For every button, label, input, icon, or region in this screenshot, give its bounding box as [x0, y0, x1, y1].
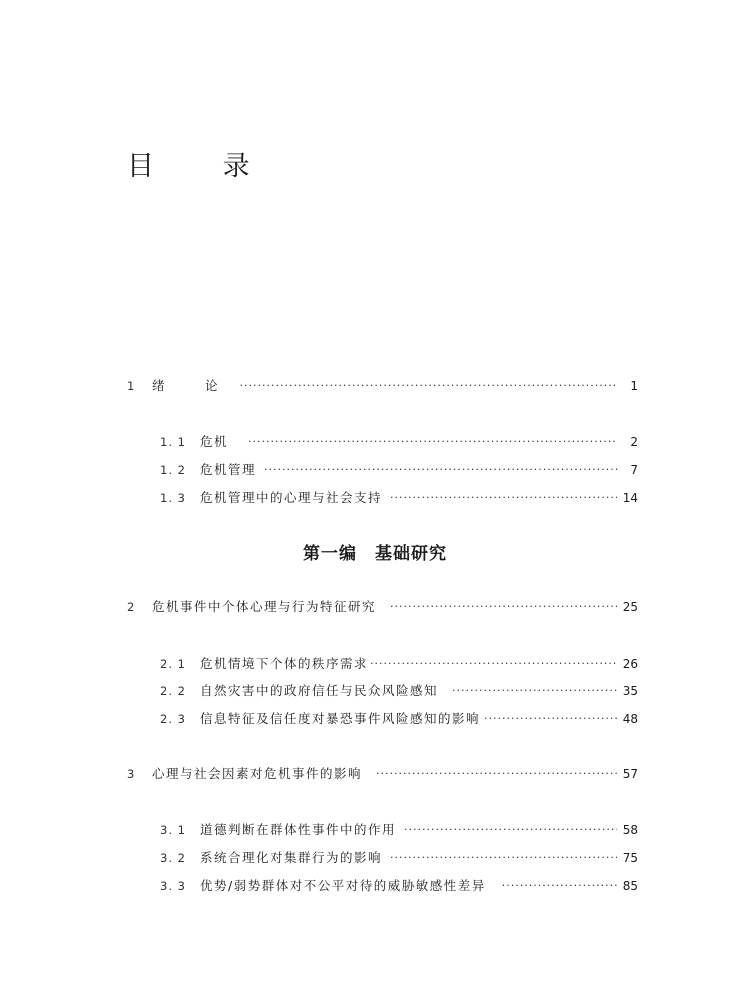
toc-entry-title: 优势/弱势群体对不公平对待的威胁敏感性差异	[200, 878, 486, 893]
page-title: 目 录	[127, 151, 280, 182]
toc-entry[interactable]	[127, 432, 638, 452]
toc-entry-title: 危机管理	[200, 462, 257, 477]
dot-leader	[404, 820, 617, 840]
toc-entry-number: 2. 3	[160, 712, 186, 726]
toc-entry-page: 75	[622, 851, 638, 865]
toc-entry-number: 3. 3	[160, 879, 186, 893]
dot-leader	[370, 654, 617, 674]
toc-entry-page: 35	[622, 684, 638, 698]
toc-entry-page: 26	[622, 657, 638, 671]
dot-leader	[248, 432, 618, 452]
toc-entry[interactable]	[127, 820, 638, 840]
toc-entry-number: 1. 3	[160, 491, 186, 505]
dot-leader	[390, 848, 617, 868]
toc-entry-title: 信息特征及信任度对暴恐事件风险感知的影响	[200, 711, 481, 726]
dot-leader	[390, 597, 617, 617]
dot-leader	[484, 709, 617, 729]
dot-leader	[502, 876, 617, 896]
dot-leader	[376, 764, 617, 784]
toc-entry-page: 85	[622, 879, 638, 893]
part-number: 第一编	[303, 544, 357, 564]
toc-entry-page: 7	[630, 463, 638, 477]
toc-entry-number: 2. 1	[160, 657, 186, 671]
toc-entry-title: 危机事件中个体心理与行为特征研究	[152, 599, 377, 614]
toc-entry-title: 心理与社会因素对危机事件的影响	[152, 766, 363, 781]
toc-entry-page: 25	[622, 600, 638, 614]
toc-entry-page: 14	[622, 491, 638, 505]
toc-entry-page: 48	[622, 712, 638, 726]
toc-entry[interactable]	[127, 488, 638, 508]
toc-entry-page: 1	[630, 379, 638, 393]
toc-entry[interactable]	[127, 848, 638, 868]
toc-entry[interactable]	[127, 876, 638, 896]
toc-entry-number: 1	[127, 379, 136, 393]
toc-entry-page: 2	[630, 435, 638, 449]
toc-entry-title: 危机	[200, 434, 229, 449]
toc-entry-number: 3. 1	[160, 823, 186, 837]
dot-leader	[264, 460, 618, 480]
part-title: 基础研究	[375, 544, 447, 564]
toc-entry[interactable]	[127, 597, 638, 617]
toc-entry[interactable]	[127, 764, 638, 784]
toc-entry[interactable]	[127, 681, 638, 701]
toc-entry-number: 3. 2	[160, 851, 186, 865]
toc-entry[interactable]	[127, 654, 638, 674]
toc-entry-title: 道德判断在群体性事件中的作用	[200, 822, 397, 837]
toc-entry[interactable]	[127, 376, 638, 396]
toc-entry-title: 危机情境下个体的秩序需求	[200, 656, 369, 671]
dot-leader	[240, 376, 618, 396]
toc-entry-title: 自然灾害中的政府信任与民众风险感知	[200, 683, 439, 698]
toc-entry-number: 2. 2	[160, 684, 186, 698]
dot-leader	[452, 681, 617, 701]
part-heading	[0, 539, 750, 564]
toc-entry[interactable]	[127, 460, 638, 480]
dot-leader	[390, 488, 617, 508]
toc-entry-number: 3	[127, 767, 136, 781]
toc-entry-number: 2	[127, 600, 136, 614]
toc-entry-title: 系统合理化对集群行为的影响	[200, 850, 383, 865]
toc-entry-page: 57	[622, 767, 638, 781]
toc-entry-page: 58	[622, 823, 638, 837]
toc-entry-title: 绪 论	[152, 378, 232, 393]
toc-entry-number: 1. 1	[160, 435, 186, 449]
toc-entry-number: 1. 2	[160, 463, 186, 477]
toc-entry[interactable]	[127, 709, 638, 729]
toc-entry-title: 危机管理中的心理与社会支持	[200, 490, 383, 505]
